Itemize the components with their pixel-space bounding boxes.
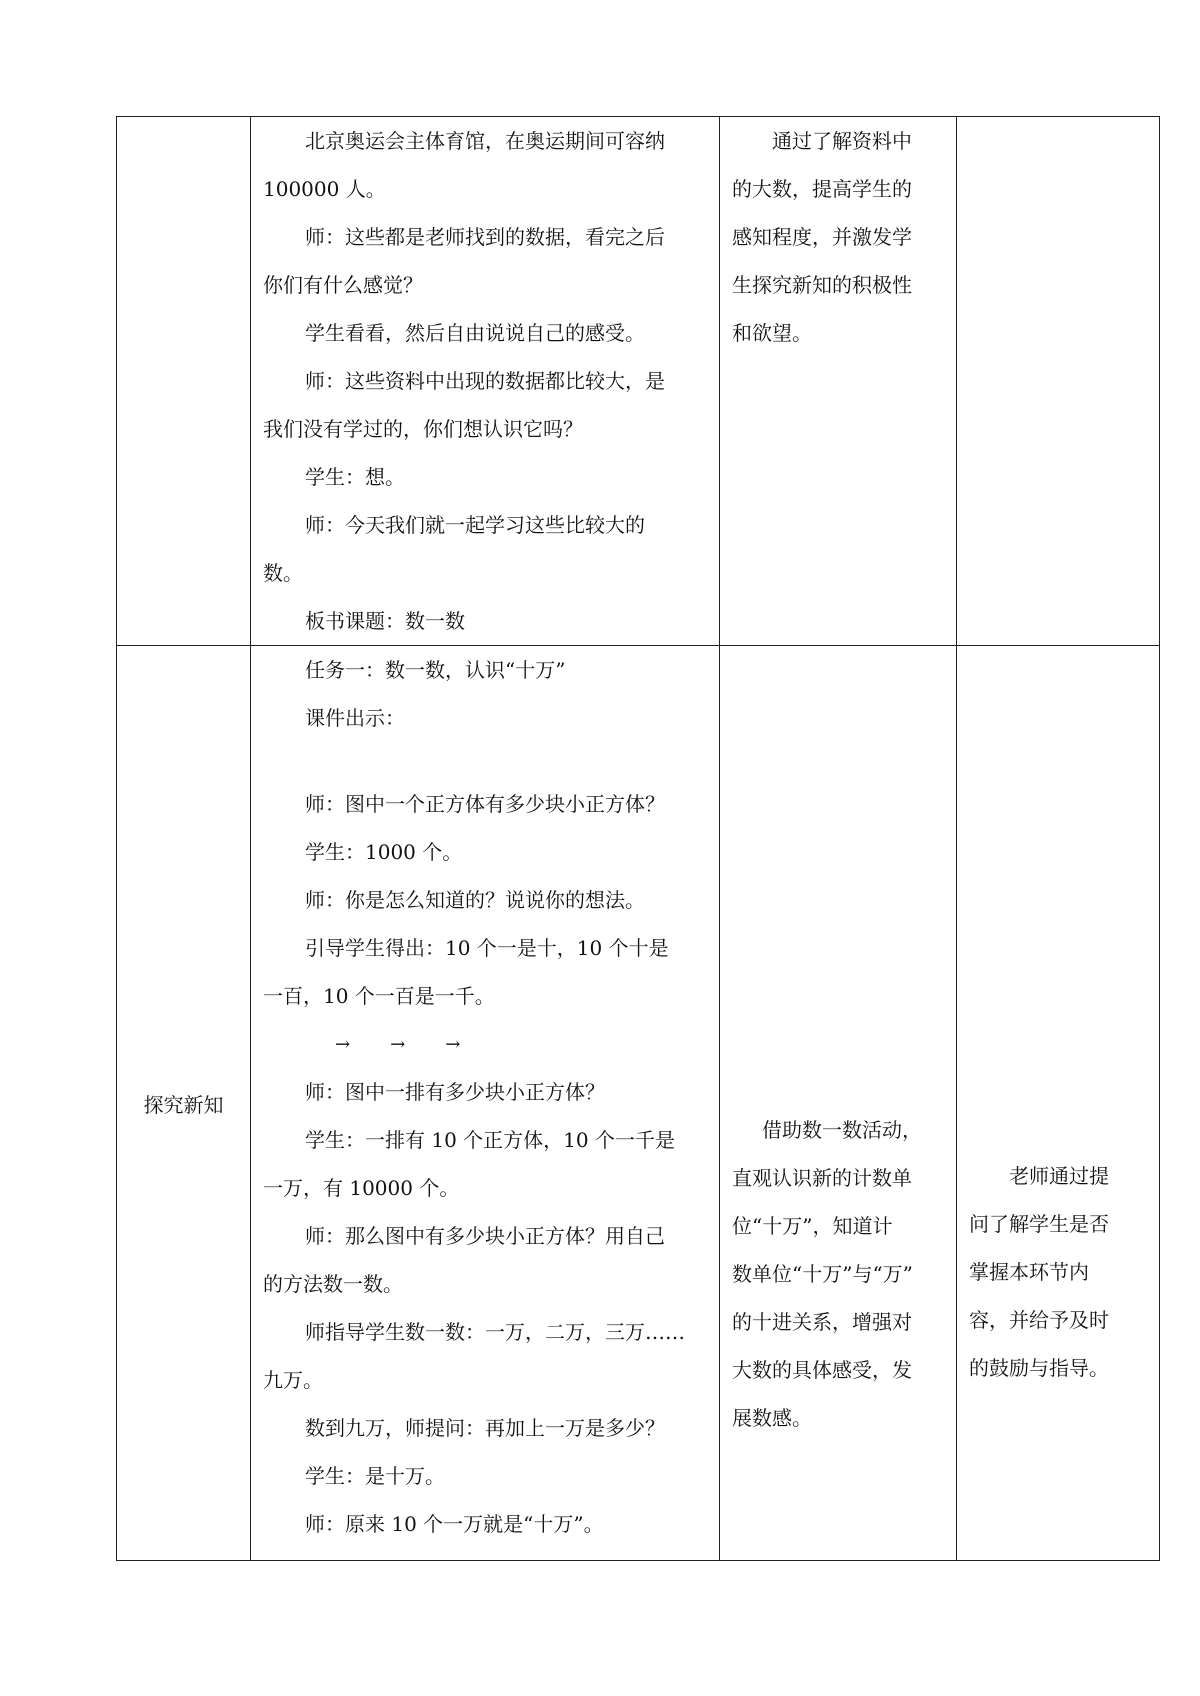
intent-line: 通过了解资料中 xyxy=(772,129,912,153)
intent-line: 位“十万”，知道计 xyxy=(732,1214,893,1238)
intent-line: 展数感。 xyxy=(732,1406,812,1430)
note-line: 的鼓励与指导。 xyxy=(969,1356,1109,1380)
intent-line: 生探究新知的积极性 xyxy=(732,273,912,297)
lesson-plan-table xyxy=(116,116,1160,1561)
content-line: 学生：1000 个。 xyxy=(305,840,463,864)
intent-cell xyxy=(720,646,957,1561)
content-line: 师：这些都是老师找到的数据，看完之后 xyxy=(305,225,665,249)
content-cell xyxy=(251,646,720,1561)
content-line: 的方法数一数。 xyxy=(263,1272,403,1296)
content-text xyxy=(263,646,709,1548)
arrow-sequence xyxy=(263,1020,709,1068)
content-line: 100000 人。 xyxy=(263,177,386,201)
table-row xyxy=(117,117,1160,646)
content-line: 师：图中一个正方体有多少块小正方体？ xyxy=(305,792,665,816)
arrow-icon: → xyxy=(390,1033,406,1055)
intent-line: 借助数一数活动， xyxy=(762,1118,922,1142)
note-line: 掌握本环节内 xyxy=(969,1260,1089,1284)
content-line: 一万，有 10000 个。 xyxy=(263,1176,460,1200)
table-row xyxy=(117,646,1160,1561)
content-line: 学生：想。 xyxy=(305,465,405,489)
intent-line: 的十进关系，增强对 xyxy=(732,1310,912,1334)
content-cell xyxy=(251,117,720,646)
content-line: 一百，10 个一百是一千。 xyxy=(263,984,495,1008)
arrow-icon: → xyxy=(335,1033,351,1055)
note-line: 问了解学生是否 xyxy=(969,1212,1109,1236)
intent-cell xyxy=(720,117,957,646)
content-line: 北京奥运会主体育馆，在奥运期间可容纳 xyxy=(305,129,665,153)
note-cell xyxy=(957,117,1160,646)
content-line: 学生：是十万。 xyxy=(305,1464,445,1488)
note-text xyxy=(969,646,1149,1392)
note-cell xyxy=(957,646,1160,1561)
content-line: 学生：一排有 10 个正方体，10 个一千是 xyxy=(305,1128,675,1152)
content-line: 师：这些资料中出现的数据都比较大，是 xyxy=(305,369,665,393)
content-line: 课件出示： xyxy=(305,706,405,730)
content-line: 我们没有学过的，你们想认识它吗？ xyxy=(263,417,583,441)
content-line: 师：图中一排有多少块小正方体？ xyxy=(305,1080,605,1104)
intent-line: 大数的具体感受，发 xyxy=(732,1358,912,1382)
arrow-icon: → xyxy=(445,1033,461,1055)
content-line: 师指导学生数一数：一万，二万，三万…… xyxy=(305,1320,685,1344)
content-line: 数到九万，师提问：再加上一万是多少？ xyxy=(305,1416,665,1440)
intent-line: 和欲望。 xyxy=(732,321,812,345)
note-line: 老师通过提 xyxy=(1009,1164,1109,1188)
content-line xyxy=(263,742,709,780)
content-line: 学生看看，然后自由说说自己的感受。 xyxy=(305,321,645,345)
intent-text xyxy=(732,117,946,357)
content-line: 师：原来 10 个一万就是“十万”。 xyxy=(305,1512,604,1536)
intent-line: 直观认识新的计数单 xyxy=(732,1166,912,1190)
content-line: 你们有什么感觉？ xyxy=(263,273,423,297)
stage-label: 探究新知 xyxy=(143,1092,224,1117)
content-line: 九万。 xyxy=(263,1368,323,1392)
content-line: 师：那么图中有多少块小正方体？用自己 xyxy=(305,1224,665,1248)
intent-line: 感知程度，并激发学 xyxy=(732,225,912,249)
intent-line: 数单位“十万”与“万” xyxy=(732,1262,913,1286)
stage-cell xyxy=(117,646,251,1561)
note-line: 容，并给予及时 xyxy=(969,1308,1109,1332)
content-line: 数。 xyxy=(263,561,303,585)
content-line: 引导学生得出：10 个一是十，10 个十是 xyxy=(305,936,669,960)
content-line: 任务一：数一数，认识“十万” xyxy=(305,658,566,682)
content-line: 师：今天我们就一起学习这些比较大的 xyxy=(305,513,645,537)
stage-cell xyxy=(117,117,251,646)
content-text xyxy=(263,117,709,645)
content-line: 板书课题：数一数 xyxy=(305,609,465,633)
content-line: 师：你是怎么知道的？说说你的想法。 xyxy=(305,888,645,912)
intent-text xyxy=(732,646,946,1442)
intent-line: 的大数，提高学生的 xyxy=(732,177,912,201)
